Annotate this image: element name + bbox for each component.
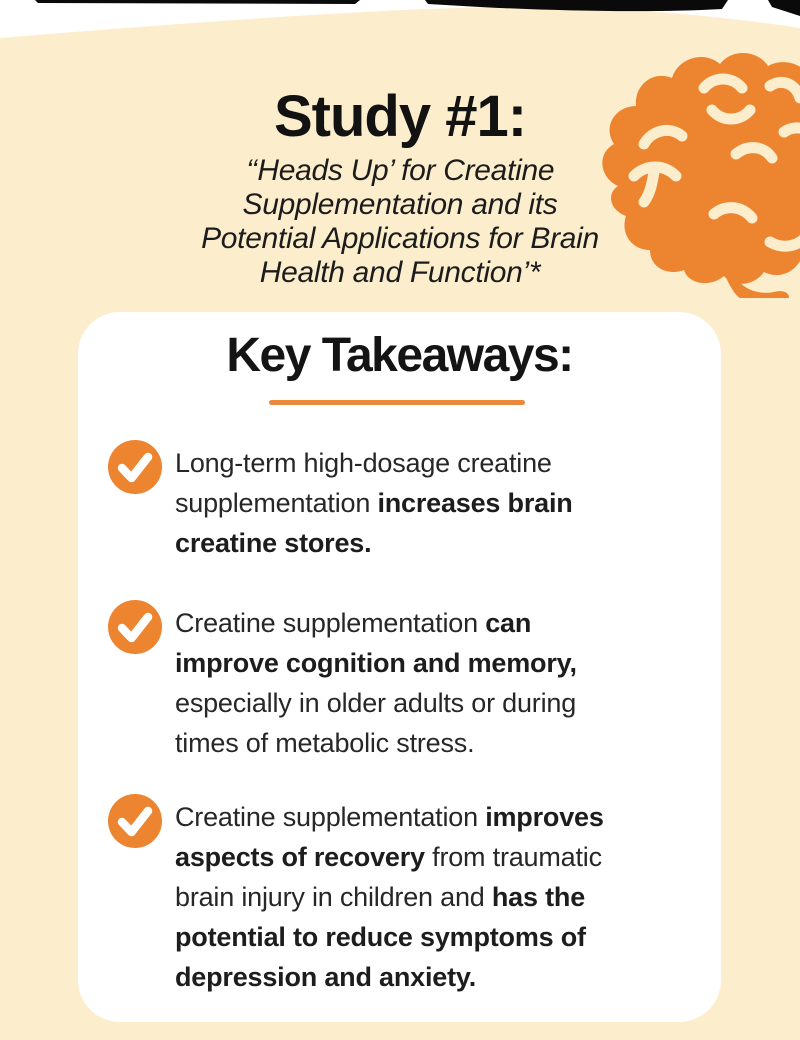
text-line: improve cognition and memory,	[175, 648, 577, 678]
subtitle-line: Supplementation and its	[242, 188, 558, 221]
text-line: brain injury in children and has the	[175, 882, 586, 912]
study-subtitle	[0, 154, 800, 290]
study-title: Study #1:	[273, 84, 527, 149]
text-line: aspects of recovery from traumatic	[175, 842, 602, 872]
subtitle-line: Potential Applications for Brain	[201, 222, 599, 255]
takeaways-heading: Key Takeaways:	[226, 329, 573, 382]
text-line: Long-term high-dosage creatine	[175, 448, 552, 478]
subtitle-line: Health and Function’*	[259, 256, 541, 289]
text-line: times of metabolic stress.	[175, 728, 475, 758]
text-line: potential to reduce symptoms of	[175, 922, 586, 952]
text-line: especially in older adults or during	[175, 688, 577, 718]
heading-divider	[269, 400, 525, 405]
bullet-text	[175, 794, 604, 997]
bullet-item	[108, 600, 577, 763]
check-icon	[108, 600, 162, 654]
takeaways-card	[78, 312, 721, 1022]
bullet-text	[175, 600, 577, 763]
bullet-item	[108, 794, 604, 997]
text-line: Creatine supplementation can	[175, 608, 532, 638]
text-line: depression and anxiety.	[175, 962, 476, 992]
bullet-item	[108, 440, 573, 563]
bullet-text	[175, 440, 573, 563]
subtitle-line: ‘‘Heads Up’ for Creatine	[245, 154, 555, 187]
check-icon	[108, 440, 162, 494]
check-icon	[108, 794, 162, 848]
text-line: creatine stores.	[175, 528, 372, 558]
study-header	[0, 86, 800, 290]
text-line: supplementation increases brain	[175, 488, 573, 518]
text-line: Creatine supplementation improves	[175, 802, 604, 832]
